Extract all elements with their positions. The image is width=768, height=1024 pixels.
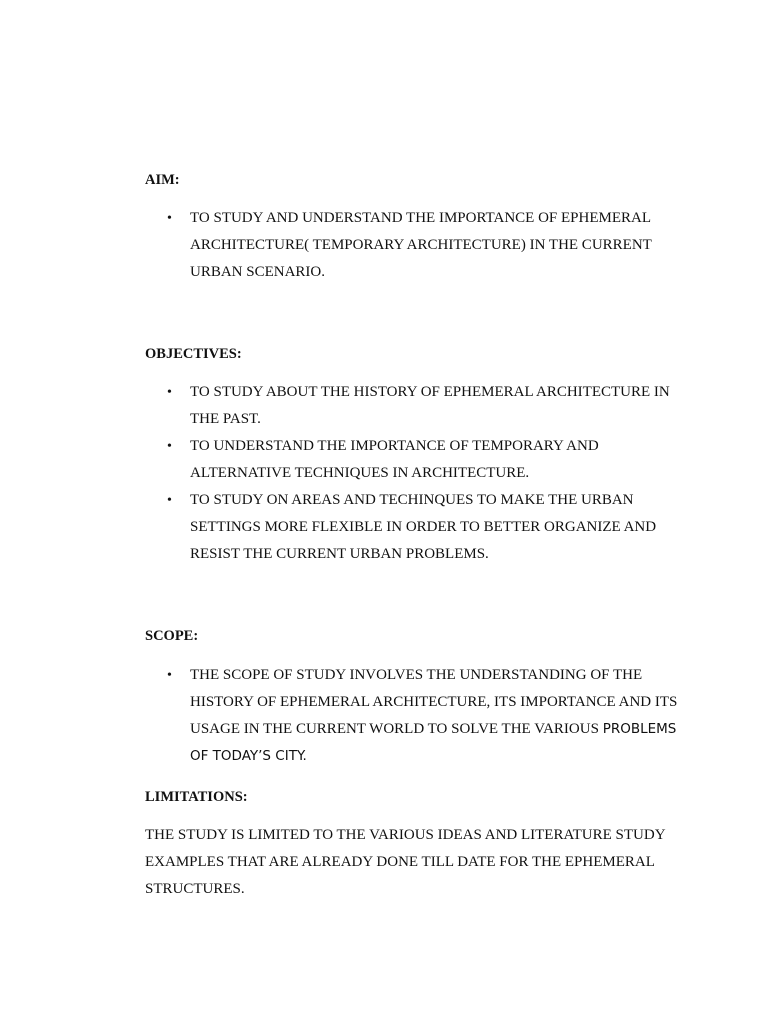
bullet-icon: • bbox=[167, 493, 172, 508]
objectives-list bbox=[145, 379, 705, 568]
aim-list bbox=[145, 205, 705, 286]
objectives-bullet-text: TO STUDY ABOUT THE HISTORY OF EPHEMERAL ARCHITECTURE IN THE PAST. bbox=[190, 384, 670, 427]
limitations-heading: LIMITATIONS: bbox=[145, 789, 248, 805]
bullet-icon: • bbox=[167, 668, 172, 683]
scope-bullet-tail: PROBLEMS OF TODAY’S CITY. bbox=[190, 721, 677, 764]
objectives-heading: OBJECTIVES: bbox=[145, 346, 242, 362]
scope-bullet-item bbox=[145, 662, 685, 770]
bullet-icon: • bbox=[167, 385, 172, 400]
scope-bullet-main: THE SCOPE OF STUDY INVOLVES THE UNDERSTANDING OF THE HISTORY OF EPHEMERAL ARCHITECTURE, ITS IMPORTANCE AND ITS USAGE IN THE CURRENT WORLD TO SOLVE THE VARIOUS bbox=[190, 667, 678, 737]
aim-bullet-item bbox=[145, 205, 685, 286]
objectives-bullet-item bbox=[145, 379, 685, 433]
aim-heading: AIM: bbox=[145, 172, 180, 188]
bullet-icon: • bbox=[167, 211, 172, 226]
bullet-icon: • bbox=[167, 439, 172, 454]
scope-bullet-text bbox=[190, 662, 685, 770]
objectives-bullet-item bbox=[145, 433, 685, 487]
aim-bullet-text: TO STUDY AND UNDERSTAND THE IMPORTANCE OF EPHEMERAL ARCHITECTURE( TEMPORARY ARCHITECTURE) IN THE CURRENT URBAN SCENARIO. bbox=[190, 210, 652, 280]
objectives-bullet-item bbox=[145, 487, 685, 568]
scope-heading: SCOPE: bbox=[145, 628, 199, 644]
objectives-bullet-text: TO UNDERSTAND THE IMPORTANCE OF TEMPORARY AND ALTERNATIVE TECHNIQUES IN ARCHITECTURE. bbox=[190, 438, 599, 481]
limitations-paragraph: THE STUDY IS LIMITED TO THE VARIOUS IDEAS AND LITERATURE STUDY EXAMPLES THAT ARE ALREADY DONE TILL DATE FOR THE EPHEMERAL STRUCTURES. bbox=[145, 827, 665, 897]
objectives-bullet-text: TO STUDY ON AREAS AND TECHINQUES TO MAKE THE URBAN SETTINGS MORE FLEXIBLE IN ORDER TO BETTER ORGANIZE AND RESIST THE CURRENT URBAN PROBLEMS. bbox=[190, 492, 657, 562]
scope-list bbox=[145, 662, 705, 770]
